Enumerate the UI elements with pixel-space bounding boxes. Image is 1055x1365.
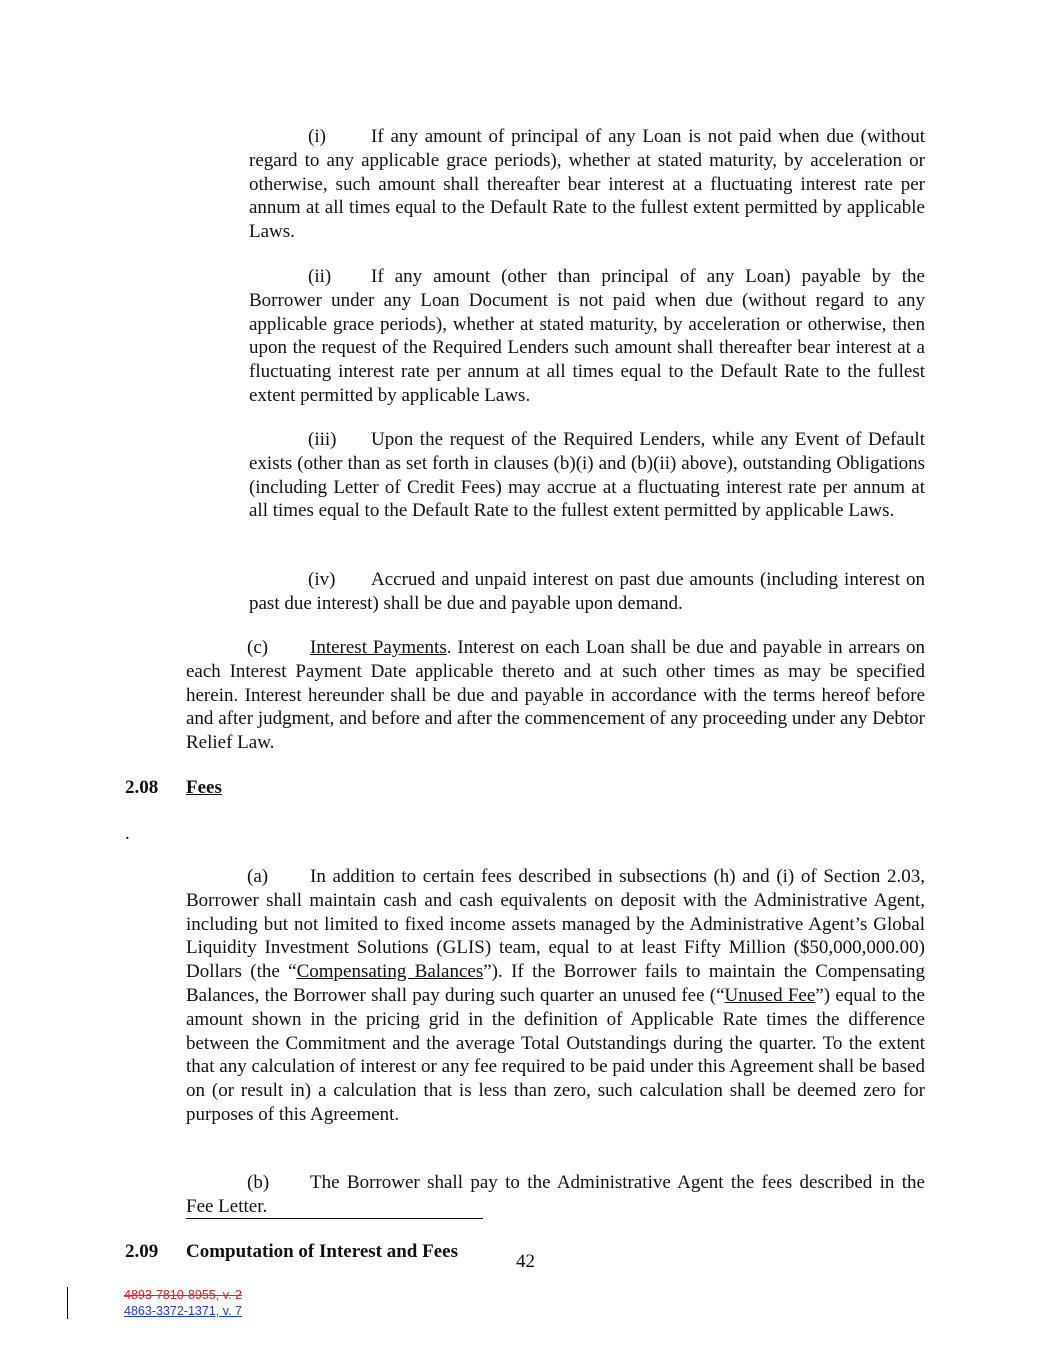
doc-id-inserted: 4863-3372-1371, v. 7 xyxy=(124,1304,242,1318)
doc-id-deleted: 4893-7810-8955, v. 2 xyxy=(124,1288,242,1302)
defined-term-compensating-balances: Compensating Balances xyxy=(296,961,484,983)
section-title: Fees xyxy=(186,777,222,798)
paragraph-c xyxy=(186,636,925,755)
clause-label: (ii) xyxy=(308,266,332,287)
clause-text: . Interest on each Loan shall be due and payable in arrears on each Interest Payment Date applicable thereto and at such other times as may be specified herein. Interest hereunder shall be due and payable in accordance with the terms hereof before and after judgment, and before and after the commencement of any proceeding under any Debtor Relief Law. xyxy=(186,637,925,754)
paragraph-b-i xyxy=(249,125,925,244)
clause-label: (iv) xyxy=(308,569,336,590)
paragraph-b-iii xyxy=(249,428,925,523)
clause-text-part-1: In addition to certain fees described in subsections (h) and (i) of Section 2.03, Borrower shall maintain cash and cash equivalents on deposit with the Administrative Agent, including but not limited to fixed income assets managed by the Administrative Agent’s Global Liquidity Investment Solutions (GLIS) team, equal to at least Fifty Million ($50,000,000.00) Dollars (the “ xyxy=(186,866,925,983)
section-number: 2.08 xyxy=(125,777,159,798)
paragraph-fees-b xyxy=(186,1171,925,1219)
clause-text: Accrued and unpaid interest on past due amounts (including interest on past due interest) shall be due and payable upon demand. xyxy=(249,569,925,614)
clause-label: (a) xyxy=(247,866,269,887)
revision-change-bar xyxy=(67,1287,68,1319)
clause-text: If any amount (other than principal of any Loan) payable by the Borrower under any Loan Document is not paid when due (without regard to any applicable grace periods), whether at stated maturity, by acceleration or otherwise, then upon the request of the Required Lenders such amount shall thereafter bear interest at a fluctuating interest rate per annum at all times equal to the Default Rate to the fullest extent permitted by applicable Laws. xyxy=(249,266,925,406)
clause-label: (i) xyxy=(308,126,326,147)
clause-text: If any amount of principal of any Loan is not paid when due (without regard to any applicable grace periods), whether at stated maturity, by acceleration or otherwise, such amount shall thereafter bear interest at a fluctuating interest rate per annum at all times equal to the Default Rate to the fullest extent permitted by applicable Laws. xyxy=(249,126,925,243)
page-number: 42 xyxy=(516,1251,535,1272)
clause-text-part-2: ”). If the Borrower fails to maintain the Compensating Balances, the Borrower shall pay during such quarter an unused fee (“ xyxy=(186,961,926,1006)
clause-label: (b) xyxy=(247,1172,270,1193)
section-number: 2.09 xyxy=(125,1241,159,1262)
clause-title: Interest Payments xyxy=(310,637,447,658)
clause-label: (iii) xyxy=(308,429,337,450)
paragraph-fees-a xyxy=(186,865,925,1127)
defined-term-unused-fee: Unused Fee xyxy=(724,984,816,1006)
section-title: Computation of Interest and Fees xyxy=(186,1241,458,1262)
clause-text: Upon the request of the Required Lenders, while any Event of Default exists (other than as set forth in clauses (b)(i) and (b)(ii) above), outstanding Obligations (including Letter of Credit Fees) may accrue at a fluctuating interest rate per annum at all times equal to the Default Rate to the fullest extent permitted by applicable Laws. xyxy=(249,429,925,522)
paragraph-b-ii xyxy=(249,265,925,408)
clause-text-part-3: ”) equal to the amount shown in the pricing grid in the definition of Applicable Rate times the difference between the Commitment and the average Total Outstandings during the quarter. To the extent that any calculation of interest or any fee required to be paid under this Agreement shall be based on (or result in) a calculation that is less than zero, such calculation shall be deemed zero for purposes of this Agreement. xyxy=(186,984,925,1125)
clause-text: The Borrower shall pay to the Administrative Agent the fees described in the Fee Letter. xyxy=(186,1172,925,1217)
stray-period: . xyxy=(125,823,130,844)
paragraph-b-iv xyxy=(249,568,925,616)
footnote-separator-line xyxy=(186,1218,483,1219)
clause-label: (c) xyxy=(247,637,269,658)
